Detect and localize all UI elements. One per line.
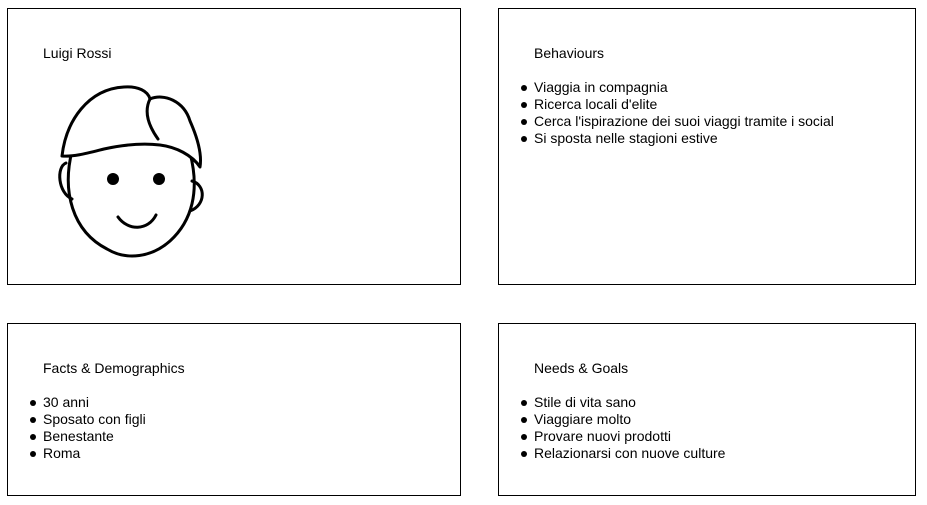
bullet-icon <box>521 451 527 457</box>
left-eye <box>107 173 119 185</box>
needs-title: Needs & Goals <box>534 360 629 376</box>
bullet-icon <box>521 417 527 423</box>
list-item: Cerca l'ispirazione dei suoi viaggi tramite i social <box>521 113 834 130</box>
bullet-icon <box>521 434 527 440</box>
facts-list <box>30 394 146 462</box>
list-item: Viaggiare molto <box>521 411 725 428</box>
bullet-icon <box>521 400 527 406</box>
facts-card <box>7 323 461 496</box>
needs-card <box>498 323 916 496</box>
list-item: Stile di vita sano <box>521 394 725 411</box>
list-item: Sposato con figli <box>30 411 146 428</box>
list-item: Si sposta nelle stagioni estive <box>521 130 834 147</box>
list-item: Roma <box>30 445 146 462</box>
bullet-icon <box>521 119 527 125</box>
smile <box>118 215 156 227</box>
needs-list <box>521 394 725 462</box>
bullet-icon <box>521 102 527 108</box>
bullet-icon <box>521 85 527 91</box>
persona-name: Luigi Rossi <box>43 45 112 61</box>
behaviours-list <box>521 79 834 147</box>
list-item: Relazionarsi con nuove culture <box>521 445 725 462</box>
list-item: Benestante <box>30 428 146 445</box>
bullet-icon <box>30 400 36 406</box>
behaviours-card <box>498 8 916 285</box>
list-item: Provare nuovi prodotti <box>521 428 725 445</box>
profile-card <box>7 8 461 285</box>
face-outline <box>68 151 194 256</box>
list-item: Ricerca locali d'elite <box>521 96 834 113</box>
list-item: 30 anni <box>30 394 146 411</box>
behaviours-title: Behaviours <box>534 45 605 61</box>
bullet-icon <box>30 434 36 440</box>
list-item: Viaggia in compagnia <box>521 79 834 96</box>
bullet-icon <box>30 451 36 457</box>
facts-title: Facts & Demographics <box>43 360 185 376</box>
smiling-face-icon <box>52 81 207 261</box>
bullet-icon <box>30 417 36 423</box>
bullet-icon <box>521 136 527 142</box>
hair <box>62 87 201 167</box>
right-eye <box>153 173 165 185</box>
